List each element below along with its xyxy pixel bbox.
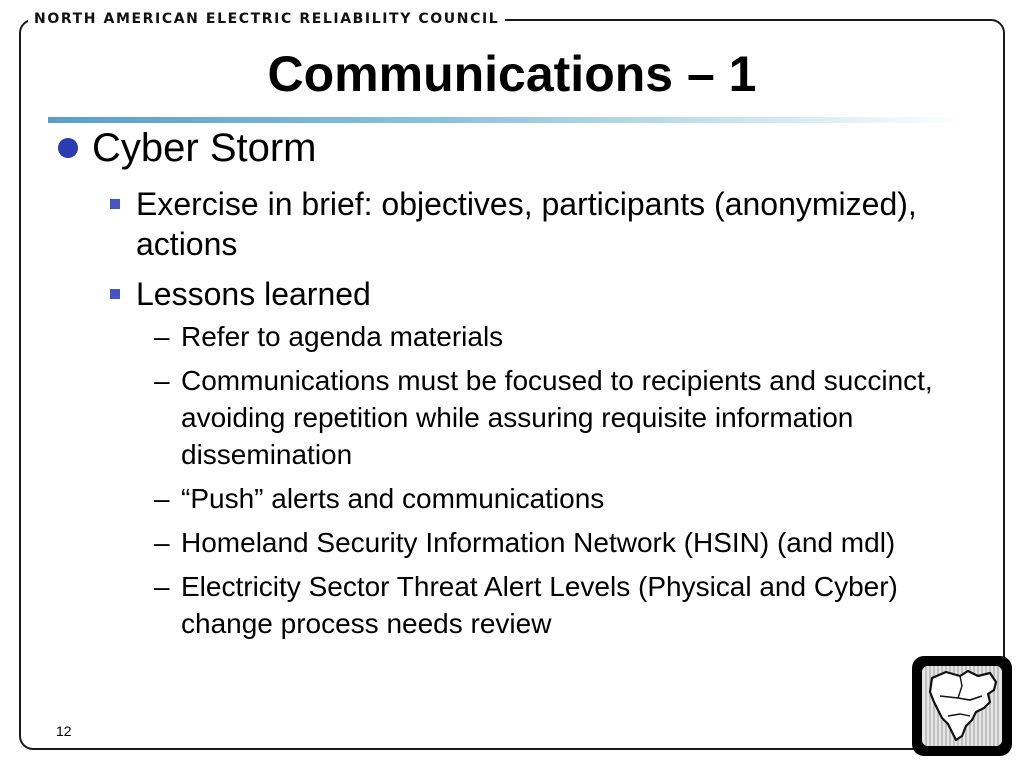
lesson-text: Electricity Sector Threat Alert Levels (Physical and Cyber) change process needs review: [181, 571, 898, 639]
bullet-cyber-storm: [56, 124, 966, 172]
dash-bullet-icon: –: [154, 571, 170, 602]
logo-graphic: [912, 656, 1012, 756]
lesson-item: [56, 568, 966, 642]
round-bullet-icon: [58, 138, 78, 158]
dash-bullet-icon: –: [154, 483, 170, 514]
lesson-item: [56, 480, 966, 517]
lesson-text: “Push” alerts and communications: [181, 483, 605, 514]
sub-bullet-text: Lessons learned: [136, 276, 371, 312]
organization-banner: NORTH AMERICAN ELECTRIC RELIABILITY COUNCIL: [28, 8, 505, 30]
sub-bullet-lessons-learned: [56, 274, 966, 314]
sub-bullet-text: Exercise in brief: objectives, participants (anonymized), actions: [136, 186, 917, 262]
north-america-map-logo-icon: [912, 656, 1012, 756]
lesson-item: [56, 318, 966, 355]
dash-bullet-icon: –: [154, 365, 170, 396]
slide-number: 12: [56, 723, 72, 739]
lesson-text: Communications must be focused to recipients and succinct, avoiding repetition while assuring requisite information dissemination: [181, 365, 933, 470]
title-divider: [48, 117, 963, 123]
dash-bullet-icon: –: [154, 527, 170, 558]
dash-bullet-icon: –: [154, 321, 170, 352]
lesson-text: Refer to agenda materials: [181, 321, 504, 352]
lesson-text: Homeland Security Information Network (HSIN) (and mdl): [181, 527, 896, 558]
square-bullet-icon: [110, 199, 120, 209]
bullet-text: Cyber Storm: [92, 126, 317, 170]
sub-bullet-exercise: [56, 184, 966, 264]
lesson-item: [56, 524, 966, 561]
lesson-item: [56, 362, 966, 473]
square-bullet-icon: [110, 289, 120, 299]
slide-content: [56, 124, 966, 642]
slide-title: Communications – 1: [267, 46, 757, 102]
